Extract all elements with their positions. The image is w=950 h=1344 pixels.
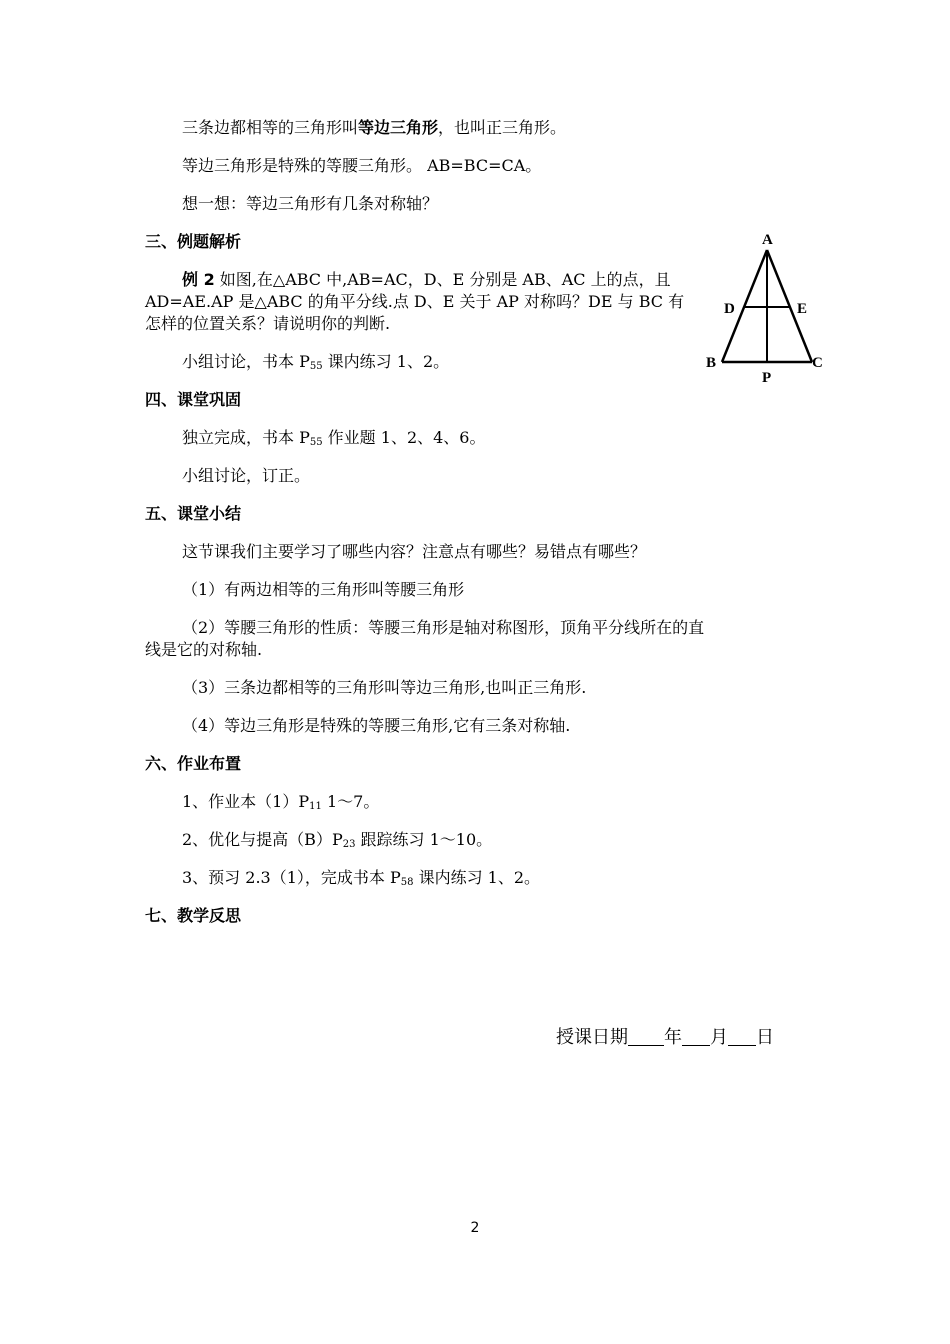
year-blank bbox=[628, 1027, 664, 1046]
label-e: E bbox=[797, 301, 808, 317]
homework-text: 1、作业本（1）P bbox=[182, 792, 310, 811]
example-label: 例 2 bbox=[182, 270, 215, 289]
day-label: 日 bbox=[756, 1027, 774, 1048]
summary-item-3: （3）三条边都相等的三角形叫等边三角形,也叫正三角形. bbox=[182, 678, 587, 697]
section-3-heading: 三、例题解析 bbox=[145, 232, 242, 251]
label-b: B bbox=[706, 355, 717, 371]
day-blank bbox=[728, 1027, 756, 1046]
section-7-heading: 七、教学反思 bbox=[145, 906, 242, 925]
month-label: 月 bbox=[710, 1027, 728, 1048]
page-subscript: 55 bbox=[309, 437, 323, 448]
page-subscript: 58 bbox=[400, 877, 414, 888]
section-5-heading: 五、课堂小结 bbox=[145, 504, 242, 523]
homework-item-1 bbox=[182, 791, 379, 818]
homework-text: 跟踪练习 1～10。 bbox=[355, 830, 493, 849]
intro-text: ，也叫正三角形。 bbox=[438, 118, 567, 137]
summary-item-2-continued: 线是它的对称轴. bbox=[145, 640, 263, 659]
intro-line-3: 想一想：等边三角形有几条对称轴？ bbox=[182, 194, 439, 213]
consolidation-text: 独立完成，书本 P bbox=[182, 428, 310, 447]
summary-item-1: （1）有两边相等的三角形叫等腰三角形 bbox=[182, 580, 465, 599]
intro-text: 三条边都相等的三角形叫 bbox=[182, 118, 359, 137]
equilateral-term: 等边三角形 bbox=[358, 118, 439, 137]
discussion-text: 小组讨论，书本 P bbox=[182, 352, 310, 371]
homework-text: 2、优化与提高（B）P bbox=[182, 830, 343, 849]
triangle-figure bbox=[700, 226, 840, 391]
label-d: D bbox=[724, 301, 735, 317]
homework-item-2 bbox=[182, 829, 492, 856]
consolidation-line-1 bbox=[182, 427, 486, 454]
homework-text: 课内练习 1、2。 bbox=[413, 868, 541, 887]
page-subscript: 23 bbox=[342, 839, 356, 850]
example-line-1 bbox=[182, 269, 671, 291]
page-subscript: 11 bbox=[309, 801, 322, 812]
example-line-2: AD=AE.AP 是△ABC 的角平分线.点 D、E 关于 AP 对称吗？DE 与 BC 有 bbox=[145, 292, 685, 311]
page-number: 2 bbox=[470, 1220, 480, 1236]
group-discussion-line bbox=[182, 351, 449, 378]
label-a: A bbox=[762, 232, 773, 248]
example-text: 如图,在△ABC 中,AB=AC，D、E 分别是 AB、AC 上的点，且 bbox=[214, 270, 671, 289]
consolidation-text: 作业题 1、2、4、6。 bbox=[322, 428, 486, 447]
month-blank bbox=[682, 1027, 710, 1046]
label-c: C bbox=[812, 355, 823, 371]
label-p: P bbox=[762, 370, 772, 386]
date-label: 授课日期 bbox=[556, 1027, 628, 1048]
intro-line-2: 等边三角形是特殊的等腰三角形。 AB=BC=CA。 bbox=[182, 156, 542, 175]
section-6-heading: 六、作业布置 bbox=[145, 754, 242, 773]
example-line-3: 怎样的位置关系？请说明你的判断. bbox=[145, 314, 391, 333]
summary-question: 这节课我们主要学习了哪些内容？注意点有哪些？易错点有哪些？ bbox=[182, 542, 647, 561]
section-4-heading: 四、课堂巩固 bbox=[145, 390, 242, 409]
teaching-date bbox=[556, 1026, 774, 1050]
homework-text: 1～7。 bbox=[321, 792, 380, 811]
summary-item-4: （4）等边三角形是特殊的等腰三角形,它有三条对称轴. bbox=[182, 716, 571, 735]
homework-text: 3、预习 2.3（1），完成书本 P bbox=[182, 868, 401, 887]
homework-item-3 bbox=[182, 867, 540, 894]
summary-item-2: （2）等腰三角形的性质：等腰三角形是轴对称图形，顶角平分线所在的直 bbox=[182, 618, 705, 637]
page-subscript: 55 bbox=[309, 361, 323, 372]
discussion-text: 课内练习 1、2。 bbox=[322, 352, 450, 371]
consolidation-line-2: 小组讨论，订正。 bbox=[182, 466, 311, 485]
intro-line-1 bbox=[182, 117, 566, 139]
year-label: 年 bbox=[664, 1027, 682, 1048]
